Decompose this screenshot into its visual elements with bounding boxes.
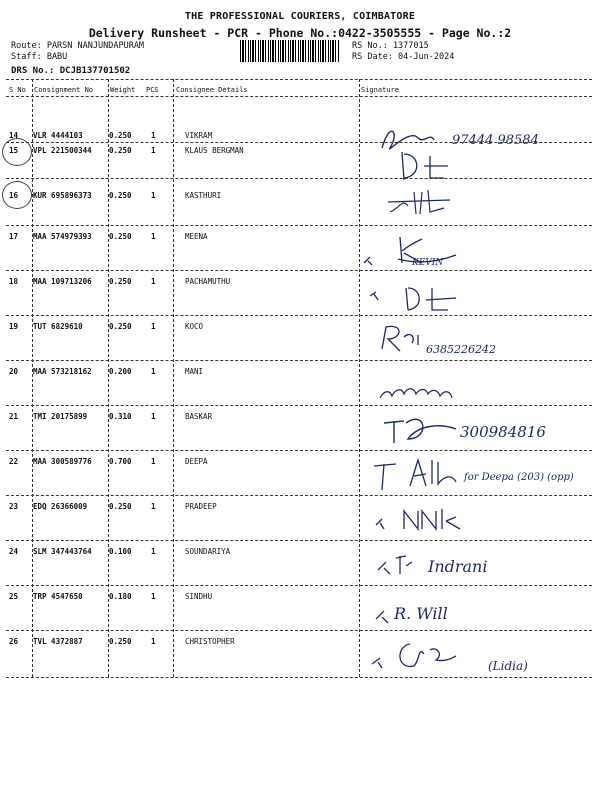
row-sno: 16 [9,191,19,200]
row-weight: 0.700 [109,457,132,466]
drs-number: DRS No.: DCJB137701502 [11,66,131,76]
row-consignee: KASTHURI [185,191,222,200]
row-sno: 14 [9,131,19,140]
row-consignment: TMI 20175899 [33,412,88,421]
row-pcs: 1 [151,277,156,286]
row-consignment: MAA 300589776 [33,457,92,466]
row-consignee: MANI [185,367,204,376]
row-pcs: 1 [151,502,156,511]
row-pcs: 1 [151,412,156,421]
signature [360,585,592,630]
signature [360,178,592,223]
row-sno: 24 [9,547,19,556]
signature-note: 6385226242 [426,343,496,356]
row-sno: 22 [9,457,19,466]
row-weight: 0.310 [109,412,132,421]
signature-note: 97444 98584 [452,133,539,148]
row-consignee: MEENA [185,232,208,241]
col-header-weight: Weight [110,86,136,94]
signature-note: R. Will [394,604,448,623]
row-consignment: VLR 4444103 [33,131,83,140]
table-row [6,495,592,540]
row-consignment: SLM 347443764 [33,547,92,556]
row-weight: 0.250 [109,277,132,286]
table-row [6,630,592,675]
row-consignee: CHRISTOPHER [185,637,235,646]
row-consignment: KUR 695896373 [33,191,92,200]
row-circle-mark [2,138,32,166]
signature-note: Indrani [428,557,488,576]
row-weight: 0.250 [109,232,132,241]
barcode [240,40,340,62]
row-consignment: TVL 4372887 [33,637,83,646]
row-weight: 0.180 [109,592,132,601]
signature-note: for Deepa (203) (opp) [464,472,574,483]
row-consignee: DEEPA [185,457,208,466]
header-top-rule [6,79,592,80]
row-consignee: VIKRAM [185,131,213,140]
table-row [6,540,592,585]
row-sno: 19 [9,322,19,331]
row-consignee: PACHAMUTHU [185,277,231,286]
table-row [6,360,592,405]
row-consignee: KOCO [185,322,204,331]
table-bottom-rule [6,677,592,678]
table-row [6,315,592,360]
row-consignee: PRADEEP [185,502,217,511]
row-weight: 0.250 [109,502,132,511]
row-pcs: 1 [151,367,156,376]
signature [360,405,592,450]
table-row [6,270,592,315]
row-weight: 0.250 [109,146,132,155]
col-header-consignment: Consignment No [34,86,94,94]
signature [360,360,592,405]
row-weight: 0.250 [109,191,132,200]
row-pcs: 1 [151,592,156,601]
table-row [6,585,592,630]
runsheet-subtitle: Delivery Runsheet - PCR - Phone No.:0422-3505555 - Page No.:2 [88,26,512,40]
table-row [6,450,592,495]
table-row [6,178,592,223]
row-consignment: MAA 573218162 [33,367,92,376]
row-consignment: VPL 221500344 [33,146,92,155]
row-weight: 0.250 [109,322,132,331]
row-pcs: 1 [151,232,156,241]
row-sno: 25 [9,592,19,601]
row-consignment: TRP 4547650 [33,592,83,601]
signature-note: (Lidia) [488,659,528,673]
table-row [6,225,592,270]
company-title: THE PROFESSIONAL COURIERS, COIMBATORE [184,11,416,22]
col-header-pcs: PCS [146,86,159,94]
row-sno: 17 [9,232,19,241]
row-circle-mark [2,181,32,209]
row-sno: 23 [9,502,19,511]
row-consignment: TUT 6829610 [33,322,83,331]
signature [360,225,592,270]
row-sno: 26 [9,637,19,646]
col-header-signature: Signature [361,86,399,94]
signature [360,270,592,315]
route-label: Route: PARSN NANJUNDAPURAM [11,41,145,51]
signature-note: 300984816 [460,423,546,441]
rs-number: RS No.: 1377015 [352,41,429,51]
row-pcs: 1 [151,191,156,200]
signature [360,495,592,540]
row-sno: 21 [9,412,19,421]
col-header-consignee: Consignee Details [176,86,248,94]
row-consignee: KLAUS BERGMAN [185,146,244,155]
row-pcs: 1 [151,547,156,556]
row-pcs: 1 [151,637,156,646]
row-consignee: BASKAR [185,412,213,421]
row-pcs: 1 [151,146,156,155]
row-consignee: SOUNDARIYA [185,547,231,556]
row-consignment: MAA 574979393 [33,232,92,241]
row-weight: 0.250 [109,131,132,140]
signature [360,450,592,495]
row-sno: 15 [9,146,19,155]
row-pcs: 1 [151,322,156,331]
row-weight: 0.250 [109,637,132,646]
row-weight: 0.100 [109,547,132,556]
table-row [6,405,592,450]
signature [360,630,592,675]
row-consignee: SINDHU [185,592,213,601]
row-sno: 18 [9,277,19,286]
header-bottom-rule [6,96,592,97]
row-sno: 20 [9,367,19,376]
col-header-sno: S No [9,86,26,94]
row-consignment: MAA 109713206 [33,277,92,286]
staff-label: Staff: BABU [11,52,68,62]
signature [360,315,592,360]
row-weight: 0.200 [109,367,132,376]
row-pcs: 1 [151,131,156,140]
signature-note: KEVIN [412,258,444,268]
row-consignment: EDQ 26366009 [33,502,88,511]
rs-date: RS Date: 04-Jun-2024 [352,52,455,62]
row-pcs: 1 [151,457,156,466]
signature [360,540,592,585]
